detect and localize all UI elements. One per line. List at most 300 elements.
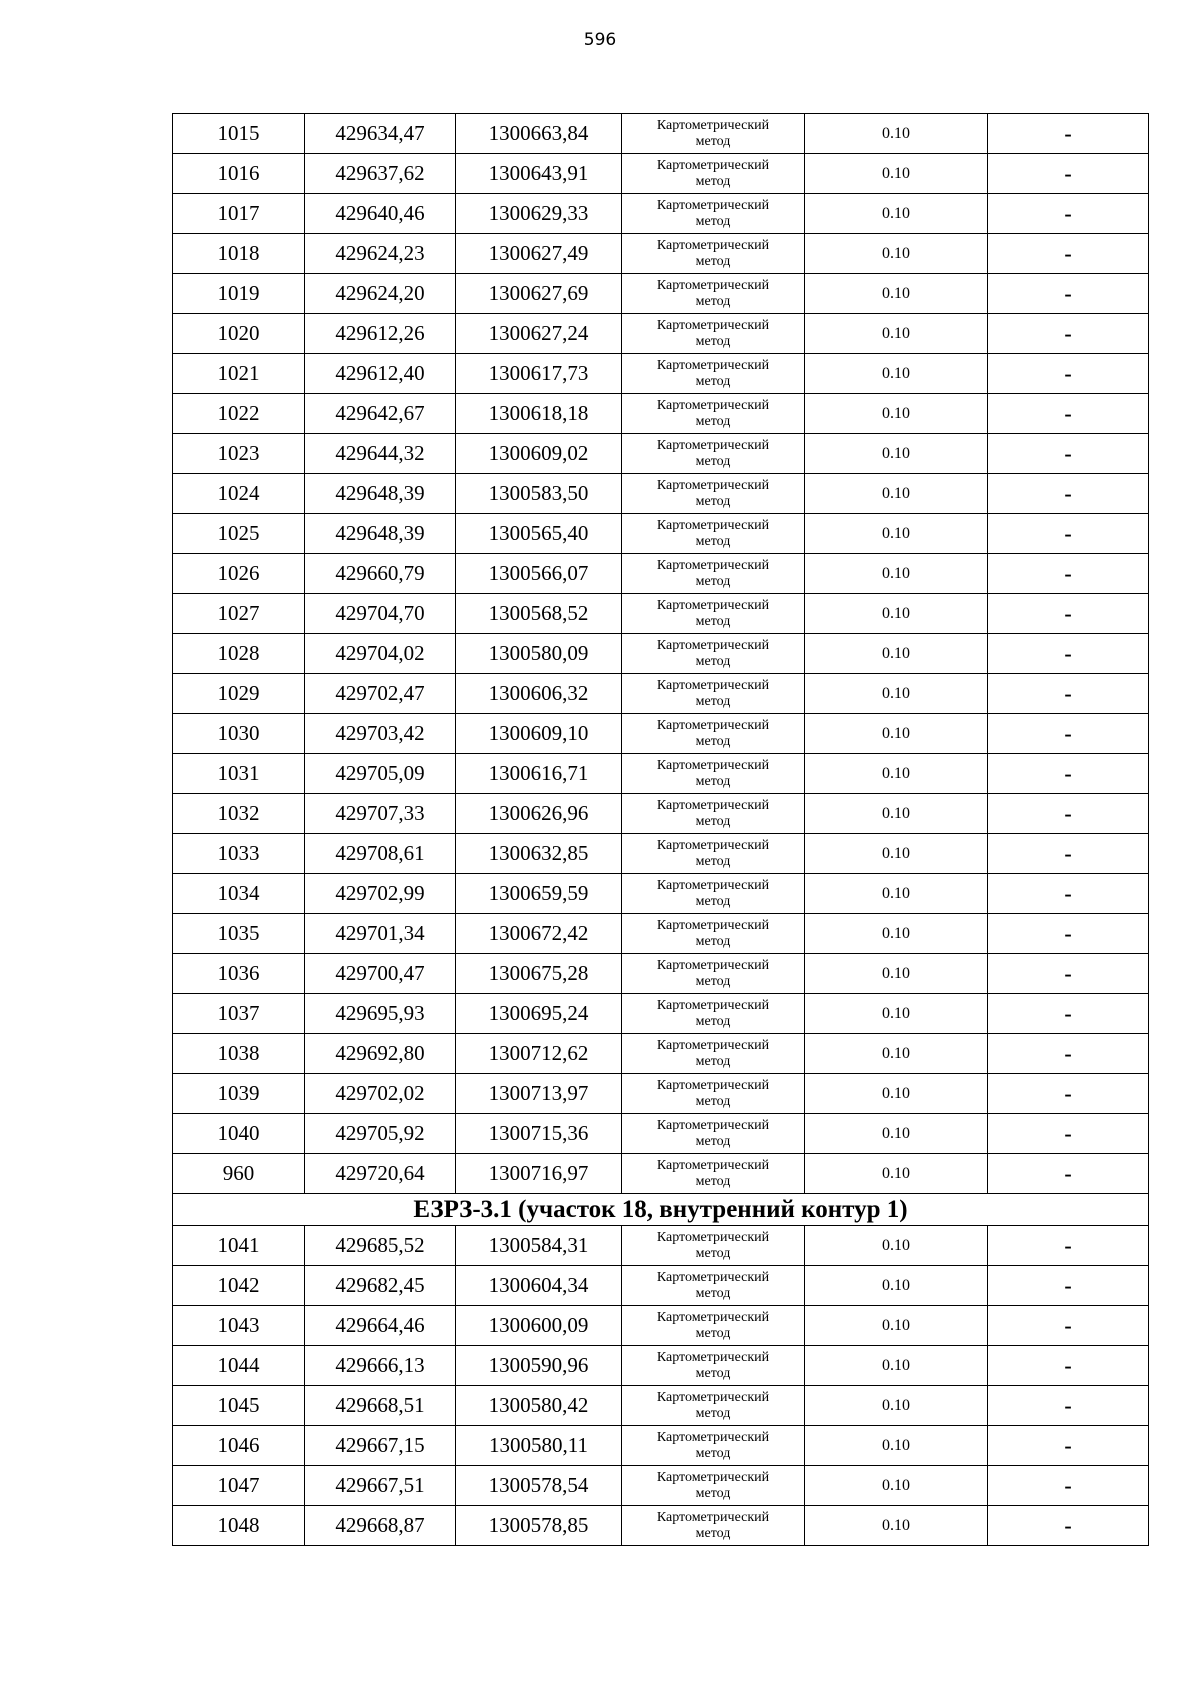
coord-y: 1300568,52 — [456, 594, 622, 634]
description-dash: - — [988, 194, 1149, 234]
description-dash: - — [988, 1266, 1149, 1306]
method-line2: метод — [695, 453, 731, 469]
coord-y: 1300663,84 — [456, 114, 622, 154]
coordinates-table — [172, 113, 1149, 1546]
method-cell — [622, 1266, 805, 1306]
method-line2: метод — [695, 773, 731, 789]
description-dash: - — [988, 354, 1149, 394]
coord-x: 429720,64 — [305, 1154, 456, 1194]
method-line1: Картометрический — [656, 477, 770, 493]
coord-y: 1300580,09 — [456, 634, 622, 674]
coord-x: 429695,93 — [305, 994, 456, 1034]
coord-y: 1300609,10 — [456, 714, 622, 754]
point-number: 1029 — [173, 674, 305, 714]
accuracy: 0.10 — [805, 114, 988, 154]
table-body-after — [173, 1226, 1149, 1546]
coord-y: 1300716,97 — [456, 1154, 622, 1194]
accuracy: 0.10 — [805, 514, 988, 554]
accuracy: 0.10 — [805, 874, 988, 914]
method-line2: метод — [695, 1445, 731, 1461]
coord-y: 1300712,62 — [456, 1034, 622, 1074]
method-line2: метод — [695, 573, 731, 589]
description-dash: - — [988, 274, 1149, 314]
method-cell — [622, 194, 805, 234]
description-dash: - — [988, 914, 1149, 954]
method-line1: Картометрический — [656, 1469, 770, 1485]
table-row — [173, 994, 1149, 1034]
table-body-section — [173, 1194, 1149, 1226]
method-line2: метод — [695, 293, 731, 309]
method-cell — [622, 1226, 805, 1266]
table-row — [173, 1426, 1149, 1466]
method-cell — [622, 314, 805, 354]
method-line1: Картометрический — [656, 1229, 770, 1245]
table-row — [173, 1154, 1149, 1194]
coord-y: 1300643,91 — [456, 154, 622, 194]
description-dash: - — [988, 474, 1149, 514]
coord-x: 429634,47 — [305, 114, 456, 154]
method-line2: метод — [695, 1365, 731, 1381]
coord-x: 429702,99 — [305, 874, 456, 914]
method-cell — [622, 594, 805, 634]
method-line1: Картометрический — [656, 1349, 770, 1365]
method-cell — [622, 874, 805, 914]
method-line2: метод — [695, 1485, 731, 1501]
point-number: 1017 — [173, 194, 305, 234]
accuracy: 0.10 — [805, 234, 988, 274]
coord-y: 1300629,33 — [456, 194, 622, 234]
coord-y: 1300565,40 — [456, 514, 622, 554]
method-line2: метод — [695, 813, 731, 829]
page-number: 596 — [583, 30, 617, 50]
coord-y: 1300609,02 — [456, 434, 622, 474]
description-dash: - — [988, 874, 1149, 914]
coord-y: 1300578,54 — [456, 1466, 622, 1506]
method-line1: Картометрический — [656, 997, 770, 1013]
description-dash: - — [988, 1346, 1149, 1386]
coord-y: 1300580,11 — [456, 1426, 622, 1466]
method-line2: метод — [695, 373, 731, 389]
method-cell — [622, 1074, 805, 1114]
method-line2: метод — [695, 1525, 731, 1541]
method-line2: метод — [695, 333, 731, 349]
method-line1: Картометрический — [656, 837, 770, 853]
description-dash: - — [988, 594, 1149, 634]
point-number: 1021 — [173, 354, 305, 394]
method-line1: Картометрический — [656, 1037, 770, 1053]
method-line1: Картометрический — [656, 1429, 770, 1445]
method-line2: метод — [695, 893, 731, 909]
coord-x: 429692,80 — [305, 1034, 456, 1074]
method-cell — [622, 994, 805, 1034]
coord-x: 429682,45 — [305, 1266, 456, 1306]
accuracy: 0.10 — [805, 794, 988, 834]
method-line2: метод — [695, 693, 731, 709]
table-row — [173, 594, 1149, 634]
table-row — [173, 1506, 1149, 1546]
coord-y: 1300566,07 — [456, 554, 622, 594]
method-cell — [622, 474, 805, 514]
point-number: 1048 — [173, 1506, 305, 1546]
method-cell — [622, 674, 805, 714]
point-number: 1019 — [173, 274, 305, 314]
coord-x: 429702,02 — [305, 1074, 456, 1114]
point-number: 1015 — [173, 114, 305, 154]
method-line1: Картометрический — [656, 957, 770, 973]
description-dash: - — [988, 314, 1149, 354]
table-row — [173, 794, 1149, 834]
accuracy: 0.10 — [805, 1506, 988, 1546]
method-line1: Картометрический — [656, 197, 770, 213]
point-number: 1020 — [173, 314, 305, 354]
method-cell — [622, 1386, 805, 1426]
point-number: 960 — [173, 1154, 305, 1194]
accuracy: 0.10 — [805, 674, 988, 714]
table-row — [173, 674, 1149, 714]
accuracy: 0.10 — [805, 1114, 988, 1154]
accuracy: 0.10 — [805, 1154, 988, 1194]
description-dash: - — [988, 674, 1149, 714]
coord-y: 1300617,73 — [456, 354, 622, 394]
point-number: 1028 — [173, 634, 305, 674]
table-row — [173, 1034, 1149, 1074]
method-line1: Картометрический — [656, 1117, 770, 1133]
coord-x: 429701,34 — [305, 914, 456, 954]
table-row — [173, 714, 1149, 754]
point-number: 1037 — [173, 994, 305, 1034]
coord-x: 429660,79 — [305, 554, 456, 594]
accuracy: 0.10 — [805, 1386, 988, 1426]
coord-x: 429707,33 — [305, 794, 456, 834]
method-line2: метод — [695, 1325, 731, 1341]
coord-y: 1300606,32 — [456, 674, 622, 714]
method-line1: Картометрический — [656, 277, 770, 293]
accuracy: 0.10 — [805, 1346, 988, 1386]
method-line2: метод — [695, 973, 731, 989]
table-row — [173, 1114, 1149, 1154]
description-dash: - — [988, 1226, 1149, 1266]
method-cell — [622, 954, 805, 994]
description-dash: - — [988, 714, 1149, 754]
coord-x: 429648,39 — [305, 474, 456, 514]
method-line2: метод — [695, 613, 731, 629]
table-row — [173, 554, 1149, 594]
method-cell — [622, 1466, 805, 1506]
method-line1: Картометрический — [656, 157, 770, 173]
coord-x: 429666,13 — [305, 1346, 456, 1386]
table-row — [173, 474, 1149, 514]
method-line2: метод — [695, 653, 731, 669]
coord-y: 1300627,49 — [456, 234, 622, 274]
description-dash: - — [988, 154, 1149, 194]
coord-x: 429612,40 — [305, 354, 456, 394]
method-line1: Картометрический — [656, 1309, 770, 1325]
method-cell — [622, 634, 805, 674]
method-line1: Картометрический — [656, 1269, 770, 1285]
table-row — [173, 874, 1149, 914]
table-row — [173, 1466, 1149, 1506]
coord-x: 429667,15 — [305, 1426, 456, 1466]
method-line1: Картометрический — [656, 117, 770, 133]
method-line1: Картометрический — [656, 717, 770, 733]
table-row — [173, 154, 1149, 194]
method-line1: Картометрический — [656, 677, 770, 693]
method-line1: Картометрический — [656, 517, 770, 533]
method-line1: Картометрический — [656, 237, 770, 253]
description-dash: - — [988, 754, 1149, 794]
accuracy: 0.10 — [805, 554, 988, 594]
method-cell — [622, 154, 805, 194]
method-cell — [622, 1426, 805, 1466]
accuracy: 0.10 — [805, 1306, 988, 1346]
table-row — [173, 914, 1149, 954]
coord-x: 429705,09 — [305, 754, 456, 794]
coord-x: 429644,32 — [305, 434, 456, 474]
method-line1: Картометрический — [656, 917, 770, 933]
coord-y: 1300713,97 — [456, 1074, 622, 1114]
coord-x: 429702,47 — [305, 674, 456, 714]
coord-x: 429664,46 — [305, 1306, 456, 1346]
coord-y: 1300584,31 — [456, 1226, 622, 1266]
point-number: 1022 — [173, 394, 305, 434]
coord-y: 1300672,42 — [456, 914, 622, 954]
coord-y: 1300616,71 — [456, 754, 622, 794]
table-row — [173, 434, 1149, 474]
method-cell — [622, 754, 805, 794]
point-number: 1024 — [173, 474, 305, 514]
table-row — [173, 834, 1149, 874]
description-dash: - — [988, 434, 1149, 474]
accuracy: 0.10 — [805, 434, 988, 474]
method-line1: Картометрический — [656, 637, 770, 653]
point-number: 1027 — [173, 594, 305, 634]
table-row — [173, 394, 1149, 434]
method-cell — [622, 1506, 805, 1546]
method-cell — [622, 434, 805, 474]
accuracy: 0.10 — [805, 994, 988, 1034]
accuracy: 0.10 — [805, 1266, 988, 1306]
description-dash: - — [988, 1074, 1149, 1114]
table-row — [173, 514, 1149, 554]
method-line2: метод — [695, 1053, 731, 1069]
description-dash: - — [988, 1154, 1149, 1194]
coord-y: 1300659,59 — [456, 874, 622, 914]
method-cell — [622, 1346, 805, 1386]
point-number: 1031 — [173, 754, 305, 794]
accuracy: 0.10 — [805, 1426, 988, 1466]
method-line2: метод — [695, 853, 731, 869]
point-number: 1039 — [173, 1074, 305, 1114]
coord-x: 429612,26 — [305, 314, 456, 354]
coord-x: 429642,67 — [305, 394, 456, 434]
method-line2: метод — [695, 1405, 731, 1421]
point-number: 1046 — [173, 1426, 305, 1466]
method-line2: метод — [695, 1285, 731, 1301]
description-dash: - — [988, 994, 1149, 1034]
coord-x: 429703,42 — [305, 714, 456, 754]
accuracy: 0.10 — [805, 474, 988, 514]
description-dash: - — [988, 554, 1149, 594]
accuracy: 0.10 — [805, 634, 988, 674]
method-cell — [622, 794, 805, 834]
method-line2: метод — [695, 213, 731, 229]
point-number: 1032 — [173, 794, 305, 834]
table-row — [173, 754, 1149, 794]
coord-y: 1300626,96 — [456, 794, 622, 834]
point-number: 1043 — [173, 1306, 305, 1346]
accuracy: 0.10 — [805, 354, 988, 394]
coord-y: 1300590,96 — [456, 1346, 622, 1386]
table-row — [173, 1306, 1149, 1346]
method-line1: Картометрический — [656, 797, 770, 813]
point-number: 1042 — [173, 1266, 305, 1306]
method-line2: метод — [695, 1013, 731, 1029]
section-header-row — [173, 1194, 1149, 1226]
coord-x: 429704,02 — [305, 634, 456, 674]
point-number: 1040 — [173, 1114, 305, 1154]
method-cell — [622, 234, 805, 274]
point-number: 1025 — [173, 514, 305, 554]
accuracy: 0.10 — [805, 754, 988, 794]
section-title: ЕЗРЗ-3.1 (участок 18, внутренний контур 1) — [173, 1194, 1149, 1226]
method-line1: Картометрический — [656, 357, 770, 373]
description-dash: - — [988, 954, 1149, 994]
point-number: 1041 — [173, 1226, 305, 1266]
accuracy: 0.10 — [805, 314, 988, 354]
point-number: 1030 — [173, 714, 305, 754]
point-number: 1016 — [173, 154, 305, 194]
coord-y: 1300604,34 — [456, 1266, 622, 1306]
method-line2: метод — [695, 253, 731, 269]
method-line2: метод — [695, 1133, 731, 1149]
table-row — [173, 1346, 1149, 1386]
method-cell — [622, 114, 805, 154]
coord-y: 1300627,69 — [456, 274, 622, 314]
description-dash: - — [988, 794, 1149, 834]
method-line1: Картометрический — [656, 1077, 770, 1093]
table-row — [173, 954, 1149, 994]
method-cell — [622, 1114, 805, 1154]
method-line1: Картометрический — [656, 877, 770, 893]
point-number: 1026 — [173, 554, 305, 594]
description-dash: - — [988, 514, 1149, 554]
point-number: 1023 — [173, 434, 305, 474]
point-number: 1036 — [173, 954, 305, 994]
coord-y: 1300675,28 — [456, 954, 622, 994]
accuracy: 0.10 — [805, 714, 988, 754]
accuracy: 0.10 — [805, 1034, 988, 1074]
method-line1: Картометрический — [656, 1509, 770, 1525]
coord-x: 429668,87 — [305, 1506, 456, 1546]
accuracy: 0.10 — [805, 954, 988, 994]
method-line2: метод — [695, 1173, 731, 1189]
table-row — [173, 634, 1149, 674]
accuracy: 0.10 — [805, 1226, 988, 1266]
method-line2: метод — [695, 1093, 731, 1109]
coord-y: 1300627,24 — [456, 314, 622, 354]
coord-y: 1300600,09 — [456, 1306, 622, 1346]
description-dash: - — [988, 234, 1149, 274]
method-line1: Картометрический — [656, 557, 770, 573]
description-dash: - — [988, 1306, 1149, 1346]
accuracy: 0.10 — [805, 274, 988, 314]
description-dash: - — [988, 394, 1149, 434]
table-row — [173, 354, 1149, 394]
point-number: 1018 — [173, 234, 305, 274]
description-dash: - — [988, 1386, 1149, 1426]
method-line2: метод — [695, 933, 731, 949]
method-line2: метод — [695, 133, 731, 149]
method-line2: метод — [695, 533, 731, 549]
coord-x: 429668,51 — [305, 1386, 456, 1426]
point-number: 1035 — [173, 914, 305, 954]
coord-x: 429700,47 — [305, 954, 456, 994]
accuracy: 0.10 — [805, 834, 988, 874]
method-cell — [622, 514, 805, 554]
point-number: 1047 — [173, 1466, 305, 1506]
point-number: 1045 — [173, 1386, 305, 1426]
method-line1: Картометрический — [656, 437, 770, 453]
table-row — [173, 234, 1149, 274]
coord-x: 429704,70 — [305, 594, 456, 634]
accuracy: 0.10 — [805, 1466, 988, 1506]
method-cell — [622, 914, 805, 954]
coord-x: 429648,39 — [305, 514, 456, 554]
coord-y: 1300618,18 — [456, 394, 622, 434]
method-line1: Картометрический — [656, 397, 770, 413]
coord-y: 1300583,50 — [456, 474, 622, 514]
table-row — [173, 274, 1149, 314]
table-row — [173, 314, 1149, 354]
description-dash: - — [988, 834, 1149, 874]
method-line2: метод — [695, 493, 731, 509]
method-cell — [622, 354, 805, 394]
table-row — [173, 194, 1149, 234]
method-line2: метод — [695, 1245, 731, 1261]
description-dash: - — [988, 634, 1149, 674]
point-number: 1033 — [173, 834, 305, 874]
method-cell — [622, 834, 805, 874]
method-line2: метод — [695, 173, 731, 189]
coord-x: 429624,20 — [305, 274, 456, 314]
description-dash: - — [988, 1034, 1149, 1074]
method-line2: метод — [695, 413, 731, 429]
method-cell — [622, 714, 805, 754]
point-number: 1044 — [173, 1346, 305, 1386]
method-line1: Картометрический — [656, 1157, 770, 1173]
method-cell — [622, 554, 805, 594]
description-dash: - — [988, 1466, 1149, 1506]
table-row — [173, 1266, 1149, 1306]
coord-x: 429705,92 — [305, 1114, 456, 1154]
accuracy: 0.10 — [805, 594, 988, 634]
description-dash: - — [988, 114, 1149, 154]
coord-y: 1300715,36 — [456, 1114, 622, 1154]
description-dash: - — [988, 1114, 1149, 1154]
method-line1: Картометрический — [656, 1389, 770, 1405]
method-cell — [622, 1034, 805, 1074]
description-dash: - — [988, 1426, 1149, 1466]
method-cell — [622, 1306, 805, 1346]
description-dash: - — [988, 1506, 1149, 1546]
coord-y: 1300580,42 — [456, 1386, 622, 1426]
accuracy: 0.10 — [805, 914, 988, 954]
table-row — [173, 1074, 1149, 1114]
coord-x: 429624,23 — [305, 234, 456, 274]
table-row — [173, 1226, 1149, 1266]
method-cell — [622, 1154, 805, 1194]
accuracy: 0.10 — [805, 1074, 988, 1114]
